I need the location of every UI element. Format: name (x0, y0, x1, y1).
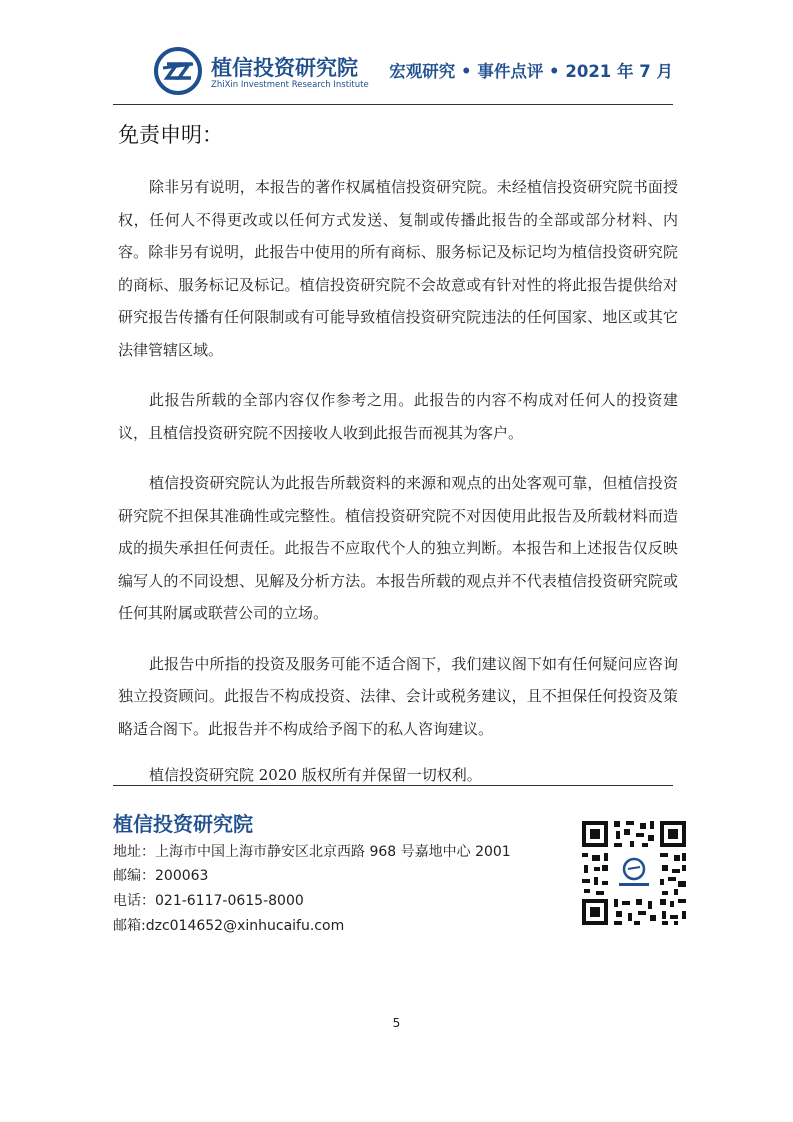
disclaimer-paragraph: 此报告中所指的投资及服务可能不适合阁下，我们建议阁下如有任何疑问应咨询独立投资顾问。此报告不构成投资、法律、会计或税务建议，且不担保任何投资及策略适合阁下。此报告并不构成给予阁下的私人咨询建议。 (118, 654, 678, 738)
contact-block (113, 800, 673, 940)
page-header (113, 40, 673, 104)
disclaimer-paragraph: 此报告所载的全部内容仅作参考之用。此报告的内容不构成对任何人的投资建议，且植信投资研究院不因接收人收到此报告而视其为客户。 (118, 391, 678, 442)
footer-divider (113, 785, 673, 786)
logo-subtitle: ZhiXin Investment Research Institute (211, 80, 369, 90)
address-line: 地址：上海市中国上海市静安区北京西路 968 号嘉地中心 2001 (113, 844, 511, 860)
postcode-line: 邮编：200063 (113, 868, 209, 884)
logo-title: 植信投资研究院 (211, 56, 358, 80)
institute-name: 植信投资研究院 (113, 812, 253, 836)
phone-line: 电话：021-6117-0615-8000 (113, 893, 304, 909)
disclaimer-body (118, 171, 678, 810)
disclaimer-paragraph: 植信投资研究院认为此报告所载资料的来源和观点的出处客观可靠，但植信投资研究院不担保其准确性或完整性。植信投资研究院不对因使用此报告及所载材料而造成的损失承担任何责任。此报告不应取代个人的独立判断。本报告和上述报告仅反映编写人的不同设想、见解及分析方法。本报告所载的观点并不代表植信投资研究院或任何其附属或联营公司的立场。 (118, 474, 678, 622)
report-category: 宏观研究 • 事件点评 • 2021 年 7 月 (389, 62, 673, 81)
page-number: 5 (392, 1016, 401, 1030)
copyright-notice: 植信投资研究院 2020 版权所有并保留一切权利。 (149, 766, 482, 784)
disclaimer-title: 免责申明： (118, 123, 223, 147)
header-divider (113, 104, 673, 105)
email-line[interactable]: 邮箱:dzc014652@xinhucaifu.com (113, 918, 345, 934)
qr-code-icon (578, 817, 690, 929)
disclaimer-paragraph: 除非另有说明，本报告的著作权属植信投资研究院。未经植信投资研究院书面授权，任何人不得更改或以任何方式发送、复制或传播此报告的全部或部分材料、内容。除非另有说明，此报告中使用的所有商标、服务标记及标记均为植信投资研究院的商标、服务标记及标记。植信投资研究院不会故意或有针对性的将此报告提供给对研究报告传播有任何限制或有可能导致植信投资研究院违法的任何国家、地区或其它法律管辖区域。 (118, 178, 678, 359)
logo-icon (153, 46, 203, 96)
